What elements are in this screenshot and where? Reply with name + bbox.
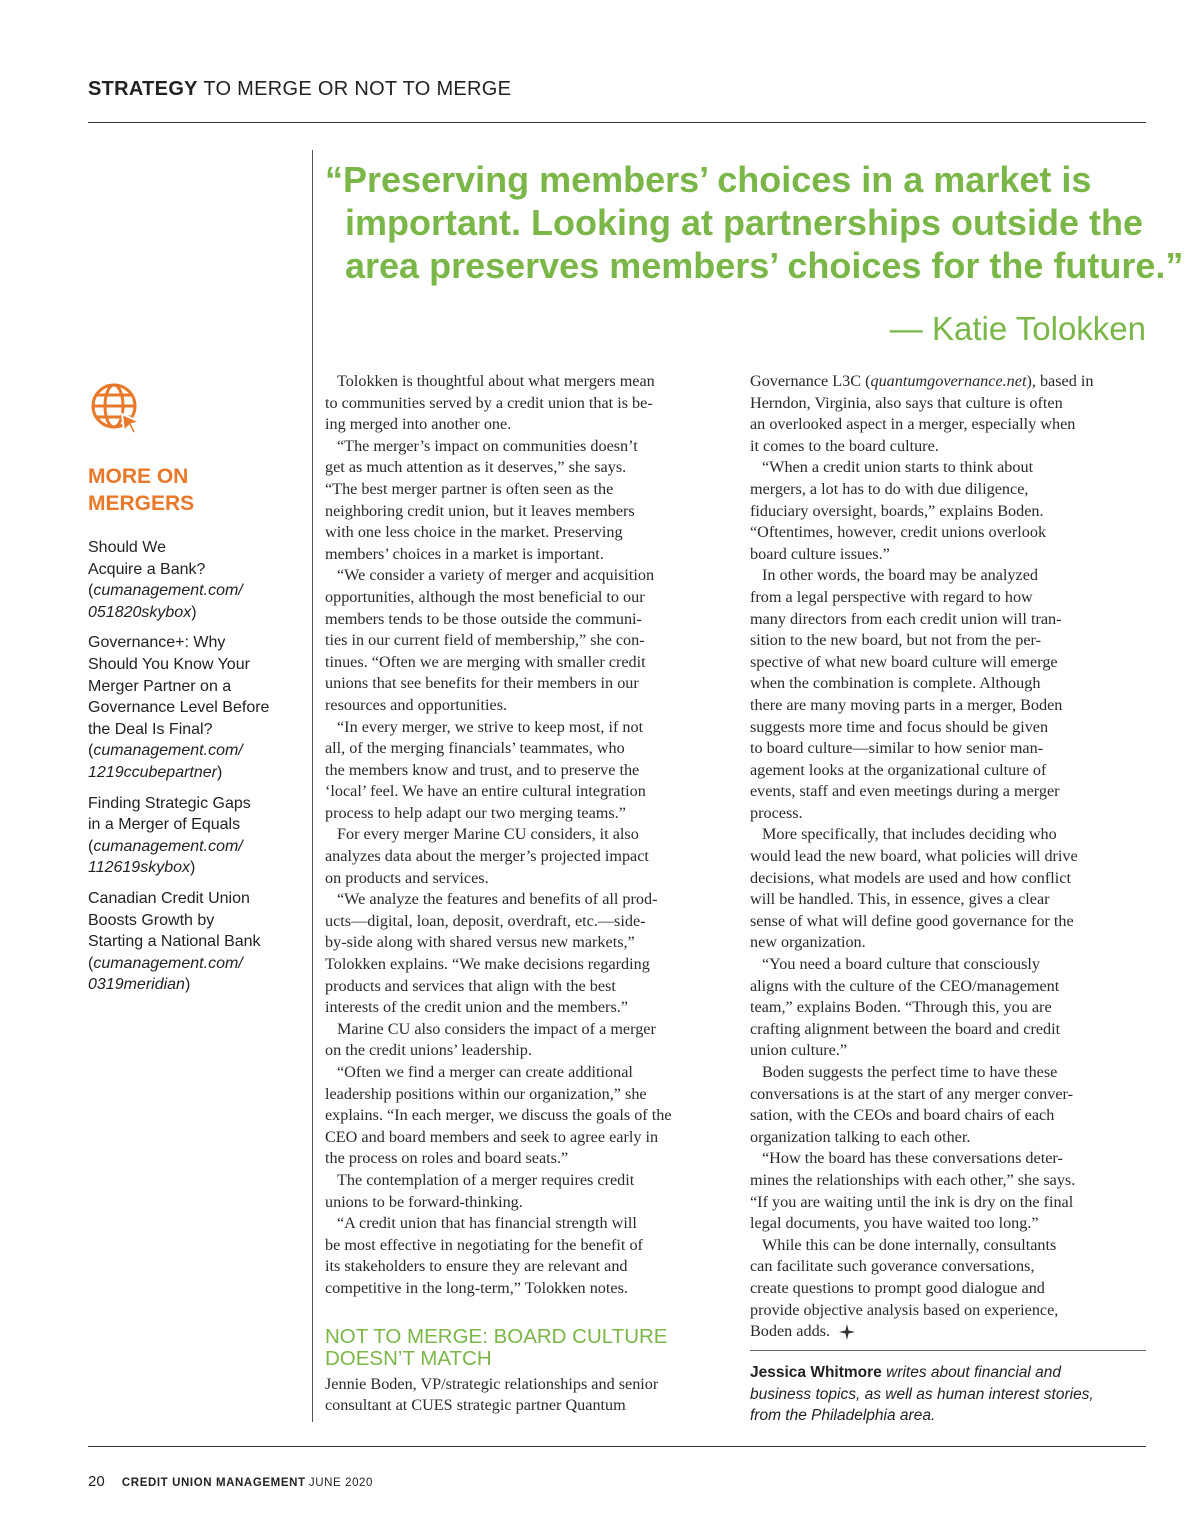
globe-cursor-icon	[88, 380, 144, 436]
text-line: “You need a board culture that consciously	[762, 955, 1040, 974]
text-line: “We consider a variety of merger and acquisition	[337, 566, 655, 585]
link-text[interactable]: 0319meridian	[88, 976, 185, 994]
related-article-item	[88, 888, 293, 996]
text-line: “How the board has these conversations deter-	[762, 1149, 1063, 1168]
pull-quote-line: important. Looking at partnerships outside the	[345, 202, 1144, 243]
text-line: sense of what will define good governance for the	[750, 911, 1074, 930]
text-line: can facilitate such goverance conversations,	[750, 1257, 1035, 1276]
text-line: consultant at CUES strategic partner Quantum	[325, 1396, 626, 1415]
link-text[interactable]: cumanagement.com/	[93, 582, 243, 600]
text-line: “A credit union that has financial strength will	[337, 1214, 637, 1233]
text-line: to board culture—similar to how senior man-	[750, 739, 1044, 758]
text-line: it comes to the board culture.	[750, 436, 939, 455]
text-line: mergers, a lot has to do with due diligence,	[750, 479, 1029, 498]
related-article-item	[88, 793, 293, 879]
link-text[interactable]: 112619skybox	[88, 859, 190, 877]
pull-quote-line: area preserves members’ choices for the future.”	[345, 245, 1184, 286]
author-name: Jessica Whitmore	[750, 1364, 882, 1381]
text-line: ties in our current field of membership,” she con-	[325, 631, 645, 650]
text-line: conversations is at the start of any merger conver-	[750, 1084, 1074, 1103]
text-line: will be handled. This, in essence, gives a clear	[750, 890, 1050, 909]
text-line: the members know and trust, and to preserve the	[325, 760, 640, 779]
bio-line: from the Philadelphia area.	[750, 1407, 936, 1425]
text-line: sation, with the CEOs and board chairs of each	[750, 1106, 1055, 1125]
text-line: an overlooked aspect in a merger, especially when	[750, 415, 1076, 434]
section-name: STRATEGY	[88, 78, 198, 100]
sidebar-heading-line: MERGERS	[88, 492, 195, 515]
related-article-title: Finding Strategic Gaps	[88, 794, 251, 812]
bio-line	[750, 1362, 1146, 1384]
related-article-title: in a Merger of Equals	[88, 816, 241, 834]
text-line: suggests more time and focus should be given	[750, 717, 1049, 736]
issue-date: JUNE 2020	[308, 1477, 374, 1489]
text-line: with one less choice in the market. Preserving	[325, 523, 623, 542]
link-text[interactable]: cumanagement.com/	[93, 954, 243, 972]
bio-line: business topics, as well as human interest stories,	[750, 1385, 1094, 1403]
related-article-title: Governance+: Why	[88, 634, 226, 652]
related-article-title: Should We	[88, 539, 166, 556]
related-article-link[interactable]: (cumanagement.com/ 051820skybox)	[88, 582, 243, 621]
text-line: process.	[750, 803, 803, 822]
text-line: board culture issues.”	[750, 544, 890, 563]
text-line: Jennie Boden, VP/strategic relationships and senior	[325, 1374, 659, 1393]
text-line: Tolokken explains. “We make decisions regarding	[325, 955, 650, 974]
text-line: there are many moving parts in a merger, Boden	[750, 695, 1063, 714]
running-header	[88, 78, 511, 101]
related-article-title: the Deal Is Final?	[88, 720, 213, 738]
bio-text: writes about financial and	[881, 1364, 1062, 1381]
text-line: “Oftentimes, however, credit unions overlook	[750, 523, 1047, 542]
sidebar-heading-line: MORE ON	[88, 465, 189, 488]
text-line	[750, 371, 1148, 393]
text-line: “We analyze the features and benefits of all prod-	[337, 890, 658, 909]
link-text[interactable]: 1219ccubepartner	[88, 763, 217, 781]
text-line: when the combination is complete. Although	[750, 674, 1041, 693]
text-line: the process on roles and board seats.”	[325, 1149, 569, 1168]
text-line: to communities served by a credit union that is be-	[325, 393, 653, 412]
text-line: new organization.	[750, 933, 866, 952]
text-line: tinues. “Often we are merging with smaller credit	[325, 652, 646, 671]
related-article-item	[88, 537, 293, 623]
text-line: ing merged into another one.	[325, 415, 512, 434]
text-line: legal documents, you have waited too long.”	[750, 1214, 1039, 1233]
magazine-name: CREDIT UNION MANAGEMENT	[121, 1477, 306, 1489]
text-line: While this can be done internally, consultants	[762, 1235, 1057, 1254]
related-article-title: Acquire a Bank?	[88, 560, 206, 578]
link-text[interactable]: cumanagement.com/	[93, 742, 243, 760]
link-text[interactable]: 051820skybox	[88, 603, 192, 621]
related-article-link[interactable]: (cumanagement.com/ 112619skybox)	[88, 837, 243, 877]
text-line: sition to the new board, but not from the per-	[750, 631, 1041, 650]
text-line: by-side along with shared versus new markets,”	[325, 933, 635, 952]
subhead-line: DOESN’T MATCH	[325, 1346, 492, 1370]
column-divider	[312, 150, 313, 1422]
text-line: neighboring credit union, but it leaves members	[325, 501, 635, 520]
text-line: would lead the new board, what policies will drive	[750, 847, 1078, 866]
column-2-text	[750, 393, 1148, 1322]
text-segment: Governance L3C (	[750, 372, 871, 390]
text-line: In other words, the board may be analyzed	[762, 566, 1038, 585]
pull-quote-attribution: — Katie Tolokken	[889, 310, 1146, 347]
column-1-text	[325, 371, 723, 1300]
text-line: “In every merger, we strive to keep most, if not	[337, 717, 644, 736]
related-article-link[interactable]: (cumanagement.com/ 1219ccubepartner)	[88, 742, 243, 781]
text-line: team,” explains Boden. “Through this, you are	[750, 998, 1052, 1017]
column-1-text-after-subhead	[325, 1374, 723, 1417]
text-line: interests of the credit union and the members.”	[325, 998, 628, 1017]
text-line: be most effective in negotiating for the benefit of	[325, 1235, 643, 1254]
text-line: opportunities, although the most beneficial to our	[325, 587, 645, 606]
sidebar-list	[88, 537, 293, 996]
related-article-title: Governance Level Before	[88, 699, 270, 717]
text-line: agement looks at the organizational culture of	[750, 760, 1047, 779]
text-line: aligns with the culture of the CEO/management	[750, 976, 1060, 995]
text-line: on the credit unions’ leadership.	[325, 1041, 532, 1060]
text-line: on products and services.	[325, 868, 489, 887]
text-line: Marine CU also considers the impact of a merger	[337, 1019, 656, 1038]
text-line: competitive in the long-term,” Tolokken notes.	[325, 1278, 628, 1297]
text-line: provide objective analysis based on experience,	[750, 1300, 1059, 1319]
bio-rule	[750, 1350, 1146, 1351]
text-line: Tolokken is thoughtful about what mergers mean	[337, 372, 655, 390]
text-line: ‘local’ feel. We have an entire cultural integration	[325, 782, 646, 801]
text-line	[750, 1321, 1148, 1343]
text-line: More specifically, that includes deciding who	[762, 825, 1057, 844]
text-line: Herndon, Virginia, also says that culture is often	[750, 393, 1063, 412]
sidebar-more-on-mergers	[88, 380, 293, 1005]
text-line: Boden suggests the perfect time to have these	[762, 1063, 1058, 1081]
subhead-line: NOT TO MERGE: BOARD CULTURE	[325, 1324, 668, 1348]
text-line: products and services that align with the best	[325, 976, 616, 995]
text-line: its stakeholders to ensure they are relevant and	[325, 1257, 628, 1276]
body-column-1	[325, 371, 723, 1417]
text-line: ucts—digital, loan, deposit, overdraft, etc.—side-	[325, 911, 646, 930]
text-line: For every merger Marine CU considers, it also	[337, 825, 639, 844]
text-line: “The best merger partner is often seen as the	[325, 479, 614, 498]
text-line: get as much attention as it deserves,” she says.	[325, 458, 627, 477]
text-line: many directors from each credit union will tran-	[750, 609, 1062, 628]
text-line: crafting alignment between the board and credit	[750, 1019, 1061, 1038]
text-line: explains. “In each merger, we discuss the goals of the	[325, 1106, 672, 1125]
related-article-title: Should You Know Your	[88, 655, 250, 673]
text-line: “The merger’s impact on communities doesn’t	[337, 436, 638, 455]
text-line: from a legal perspective with regard to how	[750, 587, 1033, 606]
subhead	[325, 1326, 723, 1370]
top-rule	[88, 122, 1146, 123]
text-segment: Boden adds.	[750, 1322, 831, 1341]
text-line: process to help adapt our two merging teams.”	[325, 803, 626, 822]
link-text[interactable]: cumanagement.com/	[93, 837, 243, 855]
text-line: “When a credit union starts to think about	[762, 458, 1034, 477]
text-line: “Often we find a merger can create additional	[337, 1063, 633, 1081]
text-line: organization talking to each other.	[750, 1127, 971, 1146]
text-line: resources and opportunities.	[325, 695, 508, 714]
text-line: decisions, what models are used and how conflict	[750, 868, 1071, 887]
text-line: The contemplation of a merger requires credit	[337, 1170, 635, 1189]
page-number: 20	[88, 1473, 105, 1490]
related-article-title: Canadian Credit Union	[88, 889, 250, 907]
text-line: unions that see benefits for their members in our	[325, 674, 639, 693]
text-line: fiduciary oversight, boards,” explains Boden.	[750, 501, 1044, 520]
author-bio	[750, 1362, 1146, 1427]
text-line: unions to be forward-thinking.	[325, 1192, 523, 1211]
body-column-2	[750, 371, 1148, 1343]
text-line: “If you are waiting until the ink is dry on the final	[750, 1192, 1074, 1211]
related-article-link[interactable]: (cumanagement.com/ 0319meridian)	[88, 954, 243, 994]
bottom-rule	[88, 1446, 1146, 1447]
text-line: CEO and board members and seek to agree early in	[325, 1127, 659, 1146]
related-article-title: Boosts Growth by	[88, 911, 215, 929]
related-article-title: Merger Partner on a	[88, 677, 232, 695]
text-line: analyzes data about the merger’s projected impact	[325, 847, 649, 866]
text-line: union culture.”	[750, 1041, 848, 1060]
website-reference: quantumgovernance.net	[870, 372, 1027, 390]
text-line: mines the relationships with each other,” she says.	[750, 1170, 1076, 1189]
related-article-title: Starting a National Bank	[88, 933, 261, 951]
text-line: create questions to prompt good dialogue and	[750, 1278, 1045, 1297]
sidebar-heading	[88, 463, 293, 517]
end-mark-icon	[838, 1323, 856, 1341]
article-title: TO MERGE OR NOT TO MERGE	[203, 78, 512, 100]
text-line: members tends to be those outside the communi-	[325, 609, 642, 628]
text-line: all, of the merging financials’ teammates, who	[325, 739, 625, 758]
text-segment: ), based in	[1026, 372, 1094, 390]
text-line: events, staff and even meetings during a merger	[750, 782, 1060, 801]
related-article-item	[88, 632, 293, 783]
text-line: spective of what new board culture will emerge	[750, 652, 1058, 671]
text-line: members’ choices in a market is important.	[325, 544, 604, 563]
pull-quote-line: “Preserving members’ choices in a market is	[325, 159, 1092, 200]
page-footer	[88, 1473, 373, 1490]
text-line: leadership positions within our organization,” she	[325, 1084, 647, 1103]
pull-quote	[325, 158, 1184, 287]
